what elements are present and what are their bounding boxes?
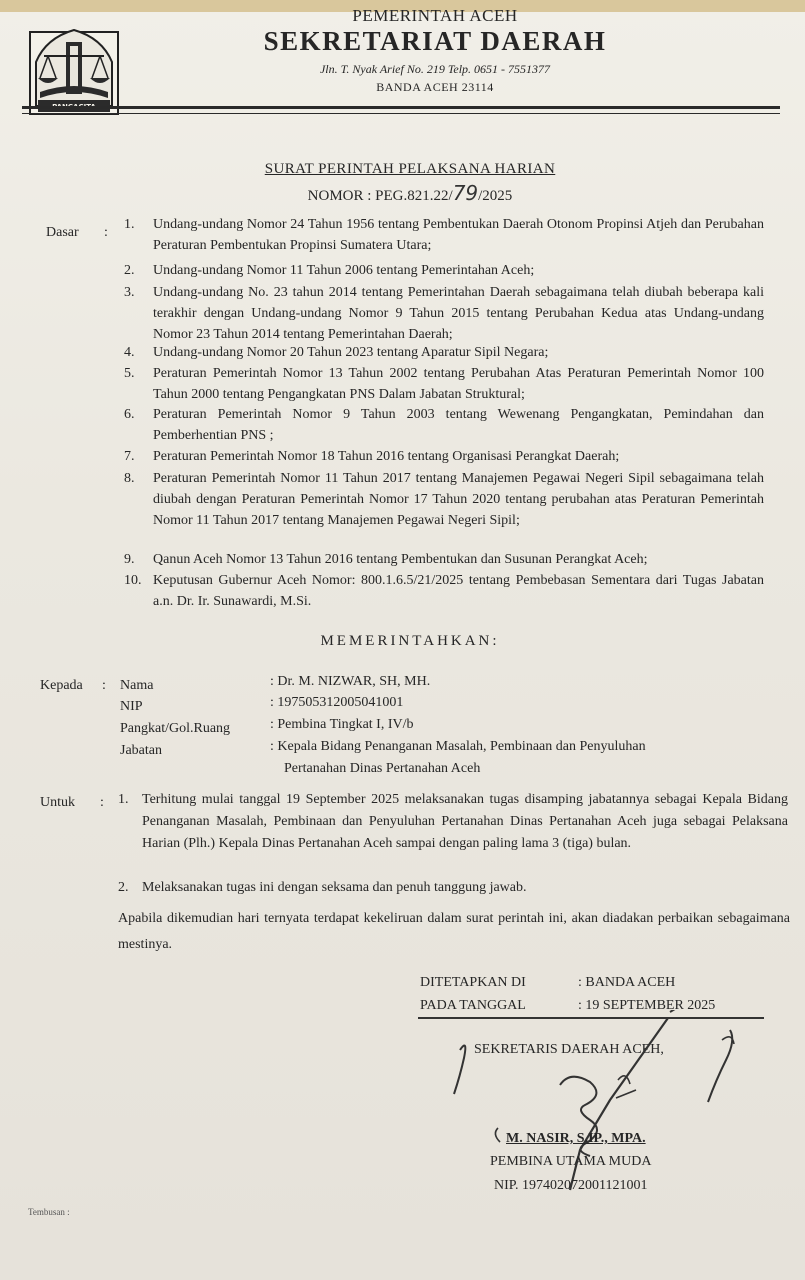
dasar-item (124, 468, 764, 531)
pancacita-logo (26, 22, 122, 118)
dasar-item (124, 342, 764, 363)
item-number: 1. (118, 792, 129, 807)
field-label-nama: Nama (120, 678, 154, 693)
item-number: 2. (124, 263, 135, 278)
dasar-item (124, 363, 764, 405)
untuk-label: Untuk (40, 795, 75, 810)
dasar-item (124, 260, 764, 281)
letterhead-city: BANDA ACEH 23114 (376, 80, 494, 94)
dasar-item (124, 549, 764, 570)
field-value-nama: : Dr. M. NIZWAR, SH, MH. (270, 674, 431, 689)
dasar-item (124, 446, 764, 467)
dasar-colon: : (104, 225, 108, 240)
item-number: 8. (124, 471, 135, 486)
field-value-pangkat: : Pembina Tingkat I, IV/b (270, 717, 414, 732)
field-value-jabatan-cont: Pertanahan Dinas Pertanahan Aceh (284, 761, 481, 776)
item-text: Peraturan Pemerintah Nomor 11 Tahun 2017 tentang Manajemen Pegawai Negeri Sipil sebagaimana telah diubah dengan Peraturan Pemerintah Nomor 17 Tahun 2020 tentang perubahan atas Peraturan Pemerintah Nomor 11 Tahun 2017 tentang Manajemen Pegawai Negeri Sipil; (153, 471, 764, 528)
signatory-position: SEKRETARIS DAERAH ACEH, (474, 1042, 664, 1057)
untuk-colon: : (100, 795, 104, 810)
item-number: 9. (124, 552, 135, 567)
item-text: Peraturan Pemerintah Nomor 13 Tahun 2002 tentang Perubahan Atas Peraturan Pemerintah Nomor 100 Tahun 2000 tentang Pengangkatan PNS Dalam Jabatan Struktural; (153, 366, 764, 402)
item-number: 7. (124, 449, 135, 464)
item-number: 5. (124, 366, 135, 381)
dasar-item (124, 214, 764, 256)
field-label-nip: NIP (120, 699, 143, 714)
letterhead-rule-thin (22, 113, 780, 114)
memerintahkan-heading: MEMERINTAHKAN: (320, 633, 500, 649)
dasar-item (124, 404, 764, 446)
field-value-nip: : 197505312005041001 (270, 695, 404, 710)
document-number (150, 181, 670, 205)
kepada-colon: : (102, 678, 106, 693)
item-text: Keputusan Gubernur Aceh Nomor: 800.1.6.5/21/2025 tentang Pembebasan Sementara dari Tugas Jabatan a.n. Dr. Ir. Sunawardi, M.Si. (153, 573, 764, 609)
letterhead-government: PEMERINTAH ACEH (352, 6, 518, 25)
field-value-jabatan: : Kepala Bidang Penanganan Masalah, Pembinaan dan Penyuluhan (270, 739, 646, 754)
item-number: 4. (124, 345, 135, 360)
tanggal-value: : 19 SEPTEMBER 2025 (578, 998, 716, 1013)
item-text: Undang-undang Nomor 24 Tahun 1956 tentang Pembentukan Daerah Otonom Propinsi Atjeh dan Perubahan Peraturan Pembentukan Propinsi Sumatera Utara; (153, 217, 764, 253)
dasar-item (124, 282, 764, 345)
item-text: Undang-undang No. 23 tahun 2014 tentang Pemerintahan Daerah sebagaimana telah diubah beberapa kali terakhir dengan Undang-undang Nomor 9 Tahun 2015 tentang Perubahan Kedua atas Undang-undang Nomor 23 Tahun 2014 tentang Pemerintahan Daerah; (153, 285, 764, 342)
item-number: 1. (124, 217, 135, 232)
field-label-pangkat: Pangkat/Gol.Ruang (120, 721, 231, 736)
dasar-label: Dasar (46, 225, 79, 240)
item-number: 10. (124, 573, 142, 588)
number-handwritten: 79 (452, 181, 479, 205)
letterhead-rule-thick (22, 106, 780, 109)
item-text: Undang-undang Nomor 11 Tahun 2006 tentang Pemerintahan Aceh; (153, 263, 535, 278)
letterhead-office: SEKRETARIAT DAERAH (263, 26, 607, 56)
signatory-rank: PEMBINA UTAMA MUDA (490, 1154, 652, 1169)
kepada-label: Kepada (40, 678, 83, 693)
untuk-item (118, 789, 788, 855)
item-number: 6. (124, 407, 135, 422)
untuk-item (118, 877, 788, 899)
item-text: Melaksanakan tugas ini dengan seksama dan penuh tanggung jawab. (142, 880, 527, 895)
number-suffix: /2025 (478, 188, 513, 204)
item-text: Qanun Aceh Nomor 13 Tahun 2016 tentang Pembentukan dan Susunan Perangkat Aceh; (153, 552, 648, 567)
number-prefix: NOMOR : PEG.821.22/ (307, 188, 453, 204)
dasar-item (124, 570, 764, 612)
item-text: Undang-undang Nomor 20 Tahun 2023 tentang Aparatur Sipil Negara; (153, 345, 549, 360)
item-number: 2. (118, 880, 129, 895)
ditetapkan-label: DITETAPKAN DI (420, 975, 526, 990)
item-text: Terhitung mulai tanggal 19 September 2025 melaksanakan tugas disamping jabatannya sebagai Kepala Bidang Penanganan Masalah, Pembinaan dan Penyuluhan Pertanahan Dinas Pertanahan Aceh juga sebagai Pelaksana Harian (Plh.) Kepala Dinas Pertanahan Aceh sampai dengan paling lama 3 (tiga) bulan. (142, 792, 788, 851)
tembusan-label: Tembusan : (28, 1207, 70, 1217)
item-text: Peraturan Pemerintah Nomor 18 Tahun 2016 tentang Organisasi Perangkat Daerah; (153, 449, 620, 464)
ditetapkan-value: : BANDA ACEH (578, 975, 676, 990)
signatory-name: M. NASIR, S.IP., MPA. (506, 1131, 646, 1146)
item-number: 3. (124, 285, 135, 300)
item-text: Peraturan Pemerintah Nomor 9 Tahun 2003 tentang Wewenang Pengangkatan, Pemindahan dan Pemberhentian PNS ; (153, 407, 764, 443)
handwritten-signature (440, 1010, 770, 1200)
closing-paragraph: Apabila dikemudian hari ternyata terdapat kekeliruan dalam surat perintah ini, akan diadakan perbaikan sebagaimana mestinya. (118, 911, 790, 952)
tanggal-label: PADA TANGGAL (420, 998, 526, 1013)
document-title: SURAT PERINTAH PELAKSANA HARIAN (264, 161, 556, 177)
letterhead-address: Jln. T. Nyak Arief No. 219 Telp. 0651 - 7551377 (319, 62, 551, 76)
field-label-jabatan: Jabatan (120, 743, 162, 758)
signatory-nip: NIP. 197402072001121001 (494, 1178, 648, 1193)
